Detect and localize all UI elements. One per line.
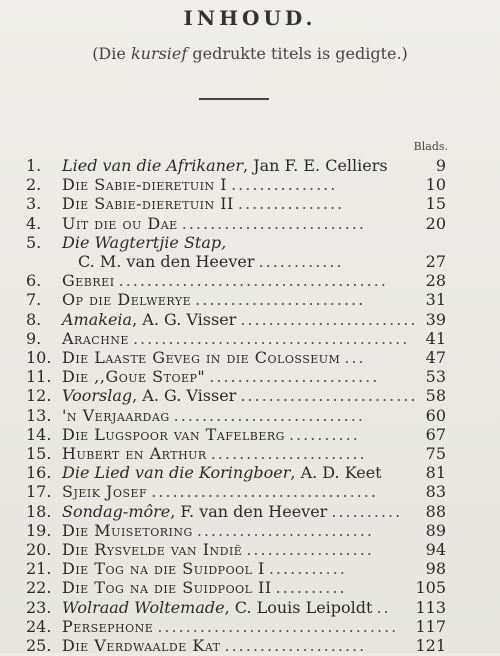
toc-row [0, 502, 500, 522]
toc-title: Sjeik Josef [62, 482, 148, 502]
toc-number: 21. [26, 559, 52, 579]
toc-title: 'n Verjaardag [62, 405, 170, 425]
toc-title: Persephone [62, 616, 154, 636]
toc-title: Uit die ou Dae [62, 213, 178, 233]
toc-leader-dots: ... [344, 348, 366, 367]
toc-entry [62, 310, 417, 330]
toc-title: Die Sabie-dieretuin I [62, 175, 228, 195]
toc-page-number: 20 [425, 213, 446, 233]
toc-leader-dots: ................................ [151, 482, 378, 502]
toc-title: Die Verdwaalde Kat [62, 636, 221, 655]
toc-number: 18. [26, 501, 52, 521]
toc-page-number: 121 [415, 636, 446, 655]
toc-row [0, 636, 500, 656]
toc-row [0, 386, 500, 406]
toc-leader-dots: .................................. [157, 616, 399, 636]
toc-row [0, 444, 500, 464]
toc-author: , C. Louis Leipoldt [224, 597, 373, 617]
toc-entry [62, 617, 398, 637]
toc-number: 14. [26, 424, 52, 444]
toc-page-number: 75 [425, 444, 446, 463]
toc-entry [62, 233, 226, 253]
toc-number: 25. [26, 636, 52, 655]
toc-title: Die Laaste Geveg in die Colosseum [62, 348, 341, 367]
toc-page-number: 113 [415, 597, 446, 617]
page-column-label: Blads. [413, 140, 448, 153]
toc-row [0, 290, 500, 310]
toc-number: 17. [26, 482, 52, 502]
toc-entry [62, 290, 365, 310]
toc-leader-dots: ........... [268, 559, 347, 579]
toc-number: 2. [26, 175, 42, 195]
toc-row [0, 578, 500, 598]
toc-entry [62, 502, 402, 522]
toc-title: Die Sabie-dieretuin II [62, 194, 234, 214]
subtitle-before: (Die [92, 44, 131, 63]
subtitle-after: gedrukte titels is gedigte.) [187, 44, 408, 63]
toc-entry [62, 578, 347, 598]
toc-leader-dots: .................. [246, 540, 374, 559]
toc-page-number: 10 [425, 175, 446, 195]
toc-title: Die Lied van die Koringboer [62, 463, 291, 483]
toc-author: C. M. van den Heever [78, 252, 255, 271]
toc-author: , Jan F. E. Celliers [243, 156, 388, 175]
toc-page-number: 41 [425, 328, 446, 348]
toc-entry [62, 425, 360, 445]
toc-entry [62, 482, 378, 502]
toc-number: 10. [26, 348, 52, 367]
toc-page-number: 98 [425, 559, 446, 579]
toc-page-number: 67 [425, 424, 446, 444]
toc-entry [62, 540, 374, 560]
toc-row [0, 233, 500, 253]
toc-row [0, 425, 500, 445]
toc-number: 1. [26, 156, 42, 175]
subtitle-italic: kursief [130, 44, 188, 63]
toc-title: Lied van die Afrikaner [62, 156, 244, 175]
toc-entry [62, 386, 417, 406]
toc-row [0, 540, 500, 560]
toc-page-number: 83 [425, 482, 446, 502]
toc-page-number: 88 [425, 501, 446, 521]
toc-title: Die Lugspoor van Tafelberg [62, 424, 285, 444]
toc-leader-dots: ......................... [240, 309, 418, 329]
toc-number: 22. [26, 578, 52, 598]
toc-number: 8. [26, 309, 42, 329]
toc-title: Arachne [62, 328, 129, 348]
toc-title: Wolraad Woltemade [62, 597, 225, 617]
toc-leader-dots: ........................... [173, 405, 365, 425]
toc-row [0, 482, 500, 502]
toc-leader-dots: ....................................... [132, 328, 410, 348]
toc-number: 15. [26, 444, 52, 463]
toc-row [0, 521, 500, 541]
toc-page-number: 94 [425, 540, 446, 559]
toc-page-number: 28 [425, 271, 446, 291]
toc-title: Die Rysvelde van Indië [62, 540, 243, 559]
divider-rule [199, 98, 269, 100]
toc-number: 7. [26, 290, 42, 310]
toc-page-number: 105 [415, 578, 446, 598]
toc-row [0, 598, 500, 618]
toc-author: , A. D. Keet [290, 463, 382, 483]
toc-page-number: 53 [425, 367, 446, 387]
toc-number: 13. [26, 405, 52, 425]
toc-entry [62, 271, 388, 291]
toc-author: , A. G. Visser [132, 309, 237, 329]
toc-row [0, 617, 500, 637]
toc-author: , A. G. Visser [132, 386, 237, 406]
toc-entry [62, 175, 337, 195]
toc-entry [62, 598, 391, 618]
toc-number: 4. [26, 213, 42, 233]
toc-author: , F. van den Heever [170, 501, 328, 521]
toc-leader-dots: .......................... [181, 213, 366, 233]
toc-entry [62, 329, 409, 349]
toc-entry [62, 444, 367, 464]
toc-number: 9. [26, 328, 42, 348]
toc-leader-dots: ......................... [240, 386, 418, 406]
toc-row [0, 463, 500, 483]
toc-page-number: 31 [425, 290, 446, 310]
toc-number: 3. [26, 194, 42, 214]
toc-title: Op die Delwerye [62, 290, 192, 310]
toc-number: 23. [26, 597, 52, 617]
toc-number: 20. [26, 540, 52, 559]
toc-leader-dots: ............ [258, 252, 344, 271]
toc-number: 24. [26, 616, 52, 636]
toc-number: 12. [26, 386, 52, 406]
toc-page-number: 58 [425, 386, 446, 406]
toc-entry [62, 194, 344, 214]
toc-leader-dots: .......... [288, 424, 360, 444]
toc-entry [62, 348, 366, 368]
toc-row [0, 156, 500, 176]
toc-entry [62, 521, 374, 541]
toc-entry [62, 636, 366, 656]
toc-title: Die Muisetoring [62, 520, 193, 540]
toc-number: 6. [26, 271, 42, 291]
toc-row-continuation [0, 252, 500, 272]
toc-leader-dots: ........................ [195, 290, 366, 310]
toc-leader-dots: ...................... [210, 444, 367, 463]
toc-title: Amakeia [62, 309, 133, 329]
toc-entry [78, 252, 344, 272]
toc-leader-dots: .......... [331, 501, 403, 521]
toc-page-number: 9 [435, 156, 446, 175]
toc-row [0, 271, 500, 291]
toc-page-number: 27 [425, 252, 446, 271]
toc-row [0, 367, 500, 387]
toc-leader-dots: ........................ [209, 367, 380, 387]
toc-row [0, 310, 500, 330]
toc-entry [62, 156, 388, 176]
toc-page-number: 39 [425, 309, 446, 329]
toc-page-number: 117 [415, 616, 446, 636]
toc-page-number: 89 [425, 520, 446, 540]
toc-number: 11. [26, 367, 52, 387]
toc-page-number: 60 [425, 405, 446, 425]
toc-number: 5. [26, 232, 42, 252]
toc-row [0, 194, 500, 214]
toc-title: Die Wagtertjie Stap, [62, 232, 227, 252]
toc-page-number: 81 [425, 463, 446, 483]
toc-page-number: 15 [425, 194, 446, 214]
toc-entry [62, 367, 379, 387]
toc-leader-dots: ...................................... [118, 271, 388, 291]
toc-title: Die ,,Goue Stoep" [62, 367, 206, 387]
toc-row [0, 348, 500, 368]
toc-leader-dots: .......... [275, 578, 347, 598]
subtitle-note [0, 44, 500, 63]
toc-row [0, 329, 500, 349]
toc-title: Sondag-môre [62, 501, 171, 521]
toc-row [0, 214, 500, 234]
toc-entry [62, 559, 347, 579]
toc-number: 16. [26, 463, 52, 483]
toc-leader-dots: ............... [231, 175, 338, 195]
page-title: INHOUD. [183, 6, 317, 30]
toc-row [0, 406, 500, 426]
toc-row [0, 559, 500, 579]
toc-entry [62, 214, 366, 234]
toc-leader-dots: ............... [237, 194, 345, 214]
toc-number: 19. [26, 520, 52, 540]
toc-page-number: 47 [425, 348, 446, 367]
toc-title: Die Tog na die Suidpool II [62, 578, 272, 598]
toc-leader-dots: .................... [224, 636, 367, 655]
toc-entry [62, 406, 365, 426]
toc-row [0, 175, 500, 195]
toc-title: Voorslag [62, 386, 133, 406]
toc-leader-dots: ......................... [196, 520, 374, 540]
toc-leader-dots: .. [376, 597, 391, 617]
toc-title: Gebrei [62, 271, 115, 291]
toc-title: Hubert en Arthur [62, 444, 207, 463]
toc-title: Die Tog na die Suidpool I [62, 559, 265, 579]
toc-entry [62, 463, 382, 483]
